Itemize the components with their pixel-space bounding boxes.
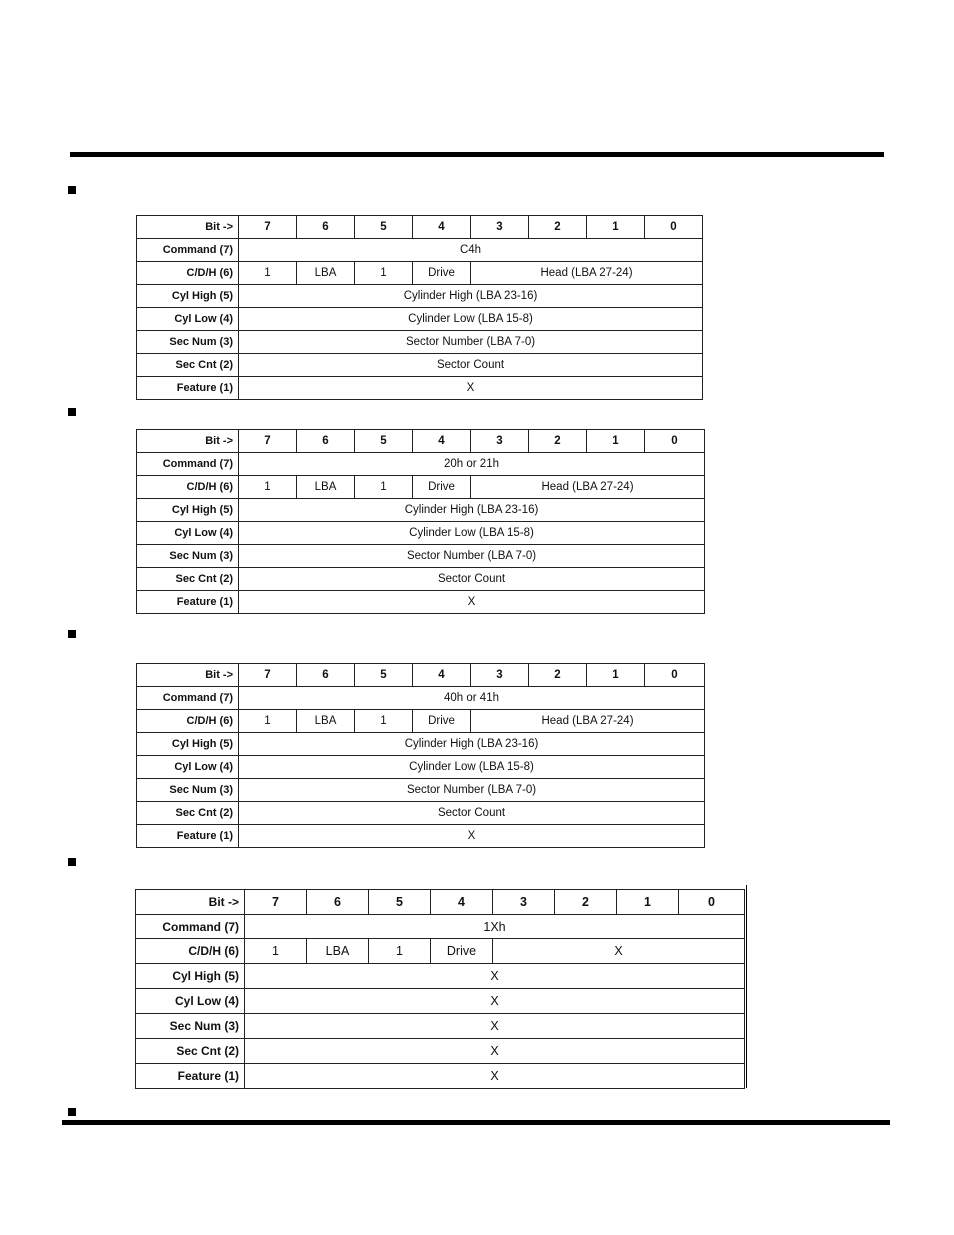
sec-cnt-row xyxy=(136,1039,745,1064)
bit-1-header: 1 xyxy=(617,890,679,915)
table-4-right-edge xyxy=(746,885,747,1088)
bit-2-header: 2 xyxy=(529,664,587,687)
sec-num-row xyxy=(137,779,705,802)
row-label: Bit -> xyxy=(137,216,239,239)
row-label: Cyl Low (4) xyxy=(137,756,239,779)
sec-num-row xyxy=(137,545,705,568)
cdh-row xyxy=(137,710,705,733)
sec-cnt-value: Sector Count xyxy=(239,568,705,591)
cdh-bit-4: Drive xyxy=(413,710,471,733)
bit-1-header: 1 xyxy=(587,216,645,239)
row-label: Bit -> xyxy=(136,890,245,915)
cdh-bit-4: Drive xyxy=(413,262,471,285)
sec-num-value: Sector Number (LBA 7-0) xyxy=(239,331,703,354)
bit-1-header: 1 xyxy=(587,664,645,687)
row-label: Feature (1) xyxy=(137,825,239,848)
row-label: Feature (1) xyxy=(136,1064,245,1089)
command-row xyxy=(137,687,705,710)
sec-cnt-value: X xyxy=(245,1039,745,1064)
bit-5-header: 5 xyxy=(355,430,413,453)
cdh-bit-6: LBA xyxy=(297,710,355,733)
section-bullet-1 xyxy=(68,186,76,194)
row-label: Sec Cnt (2) xyxy=(137,802,239,825)
sec-num-row xyxy=(137,331,703,354)
cdh-head: Head (LBA 27-24) xyxy=(471,476,705,499)
bit-4-header: 4 xyxy=(413,216,471,239)
row-label: Cyl Low (4) xyxy=(137,522,239,545)
cdh-head: X xyxy=(493,939,745,964)
bit-6-header: 6 xyxy=(307,890,369,915)
cdh-row xyxy=(136,939,745,964)
bit-5-header: 5 xyxy=(355,664,413,687)
sec-cnt-value: Sector Count xyxy=(239,802,705,825)
bit-6-header: 6 xyxy=(297,430,355,453)
cdh-bit-5: 1 xyxy=(369,939,431,964)
bit-5-header: 5 xyxy=(369,890,431,915)
sec-cnt-row xyxy=(137,568,705,591)
cdh-row xyxy=(137,262,703,285)
bit-5-header: 5 xyxy=(355,216,413,239)
sec-cnt-row xyxy=(137,354,703,377)
cdh-bit-7: 1 xyxy=(245,939,307,964)
cdh-bit-4: Drive xyxy=(431,939,493,964)
command-row xyxy=(136,915,745,939)
section-bullet-4 xyxy=(68,858,76,866)
row-label: Sec Cnt (2) xyxy=(137,354,239,377)
bit-3-header: 3 xyxy=(471,430,529,453)
feature-value: X xyxy=(239,591,705,614)
cdh-bit-5: 1 xyxy=(355,262,413,285)
command-value: 1Xh xyxy=(245,915,745,939)
row-label: Command (7) xyxy=(137,239,239,262)
cdh-head: Head (LBA 27-24) xyxy=(471,710,705,733)
section-bullet-3 xyxy=(68,630,76,638)
cyl-high-row xyxy=(137,285,703,308)
row-label: Cyl Low (4) xyxy=(137,308,239,331)
cdh-bit-7: 1 xyxy=(239,262,297,285)
bit-6-header: 6 xyxy=(297,216,355,239)
row-label: Cyl High (5) xyxy=(137,285,239,308)
command-row xyxy=(137,239,703,262)
bit-7-header: 7 xyxy=(239,430,297,453)
row-label: C/D/H (6) xyxy=(137,476,239,499)
register-table-2 xyxy=(136,429,705,614)
feature-row xyxy=(137,591,705,614)
feature-value: X xyxy=(245,1064,745,1089)
cyl-low-row xyxy=(137,756,705,779)
bit-6-header: 6 xyxy=(297,664,355,687)
bit-0-header: 0 xyxy=(645,430,705,453)
cdh-bit-5: 1 xyxy=(355,476,413,499)
row-label: C/D/H (6) xyxy=(137,262,239,285)
bit-2-header: 2 xyxy=(529,430,587,453)
cyl-high-row xyxy=(136,964,745,989)
bit-header-row xyxy=(136,890,745,915)
bit-header-row xyxy=(137,216,703,239)
cyl-high-value: Cylinder High (LBA 23-16) xyxy=(239,733,705,756)
sec-num-value: Sector Number (LBA 7-0) xyxy=(239,545,705,568)
row-label: Cyl High (5) xyxy=(136,964,245,989)
row-label: C/D/H (6) xyxy=(137,710,239,733)
feature-row xyxy=(137,825,705,848)
cyl-low-row xyxy=(136,989,745,1014)
command-value: 20h or 21h xyxy=(239,453,705,476)
cdh-bit-6: LBA xyxy=(297,476,355,499)
row-label: Command (7) xyxy=(136,915,245,939)
cdh-row xyxy=(137,476,705,499)
feature-row xyxy=(136,1064,745,1089)
cdh-head: Head (LBA 27-24) xyxy=(471,262,703,285)
row-label: Sec Num (3) xyxy=(137,545,239,568)
command-row xyxy=(137,453,705,476)
cdh-bit-7: 1 xyxy=(239,476,297,499)
cyl-low-value: Cylinder Low (LBA 15-8) xyxy=(239,756,705,779)
row-label: Command (7) xyxy=(137,687,239,710)
bit-3-header: 3 xyxy=(493,890,555,915)
row-label: Bit -> xyxy=(137,664,239,687)
bit-3-header: 3 xyxy=(471,216,529,239)
bit-4-header: 4 xyxy=(431,890,493,915)
cdh-bit-5: 1 xyxy=(355,710,413,733)
bit-2-header: 2 xyxy=(529,216,587,239)
row-label: Command (7) xyxy=(137,453,239,476)
bit-2-header: 2 xyxy=(555,890,617,915)
cyl-high-row xyxy=(137,733,705,756)
bottom-rule xyxy=(62,1120,890,1125)
cyl-low-row xyxy=(137,308,703,331)
bit-7-header: 7 xyxy=(239,216,297,239)
row-label: Cyl High (5) xyxy=(137,499,239,522)
bit-header-row xyxy=(137,430,705,453)
register-table-4 xyxy=(135,889,745,1089)
cyl-high-value: Cylinder High (LBA 23-16) xyxy=(239,285,703,308)
row-label: Cyl High (5) xyxy=(137,733,239,756)
bit-3-header: 3 xyxy=(471,664,529,687)
bit-0-header: 0 xyxy=(679,890,745,915)
section-bullet-5 xyxy=(68,1108,76,1116)
row-label: Sec Cnt (2) xyxy=(137,568,239,591)
cdh-bit-4: Drive xyxy=(413,476,471,499)
register-table-3 xyxy=(136,663,705,848)
row-label: Bit -> xyxy=(137,430,239,453)
bit-4-header: 4 xyxy=(413,664,471,687)
feature-value: X xyxy=(239,377,703,400)
feature-row xyxy=(137,377,703,400)
row-label: Sec Cnt (2) xyxy=(136,1039,245,1064)
row-label: Sec Num (3) xyxy=(137,331,239,354)
cdh-bit-6: LBA xyxy=(307,939,369,964)
row-label: Feature (1) xyxy=(137,591,239,614)
row-label: Cyl Low (4) xyxy=(136,989,245,1014)
sec-cnt-row xyxy=(137,802,705,825)
row-label: Sec Num (3) xyxy=(137,779,239,802)
cdh-bit-6: LBA xyxy=(297,262,355,285)
bit-7-header: 7 xyxy=(245,890,307,915)
bit-4-header: 4 xyxy=(413,430,471,453)
bit-header-row xyxy=(137,664,705,687)
register-table-1 xyxy=(136,215,703,400)
sec-num-value: X xyxy=(245,1014,745,1039)
row-label: C/D/H (6) xyxy=(136,939,245,964)
bit-0-header: 0 xyxy=(645,216,703,239)
command-value: C4h xyxy=(239,239,703,262)
command-value: 40h or 41h xyxy=(239,687,705,710)
bit-7-header: 7 xyxy=(239,664,297,687)
section-bullet-2 xyxy=(68,408,76,416)
cyl-low-value: X xyxy=(245,989,745,1014)
cyl-high-value: Cylinder High (LBA 23-16) xyxy=(239,499,705,522)
bit-1-header: 1 xyxy=(587,430,645,453)
top-rule xyxy=(70,152,884,157)
cyl-low-row xyxy=(137,522,705,545)
bit-0-header: 0 xyxy=(645,664,705,687)
sec-num-row xyxy=(136,1014,745,1039)
row-label: Feature (1) xyxy=(137,377,239,400)
sec-num-value: Sector Number (LBA 7-0) xyxy=(239,779,705,802)
cyl-low-value: Cylinder Low (LBA 15-8) xyxy=(239,522,705,545)
cyl-high-value: X xyxy=(245,964,745,989)
feature-value: X xyxy=(239,825,705,848)
cyl-low-value: Cylinder Low (LBA 15-8) xyxy=(239,308,703,331)
cdh-bit-7: 1 xyxy=(239,710,297,733)
sec-cnt-value: Sector Count xyxy=(239,354,703,377)
cyl-high-row xyxy=(137,499,705,522)
row-label: Sec Num (3) xyxy=(136,1014,245,1039)
